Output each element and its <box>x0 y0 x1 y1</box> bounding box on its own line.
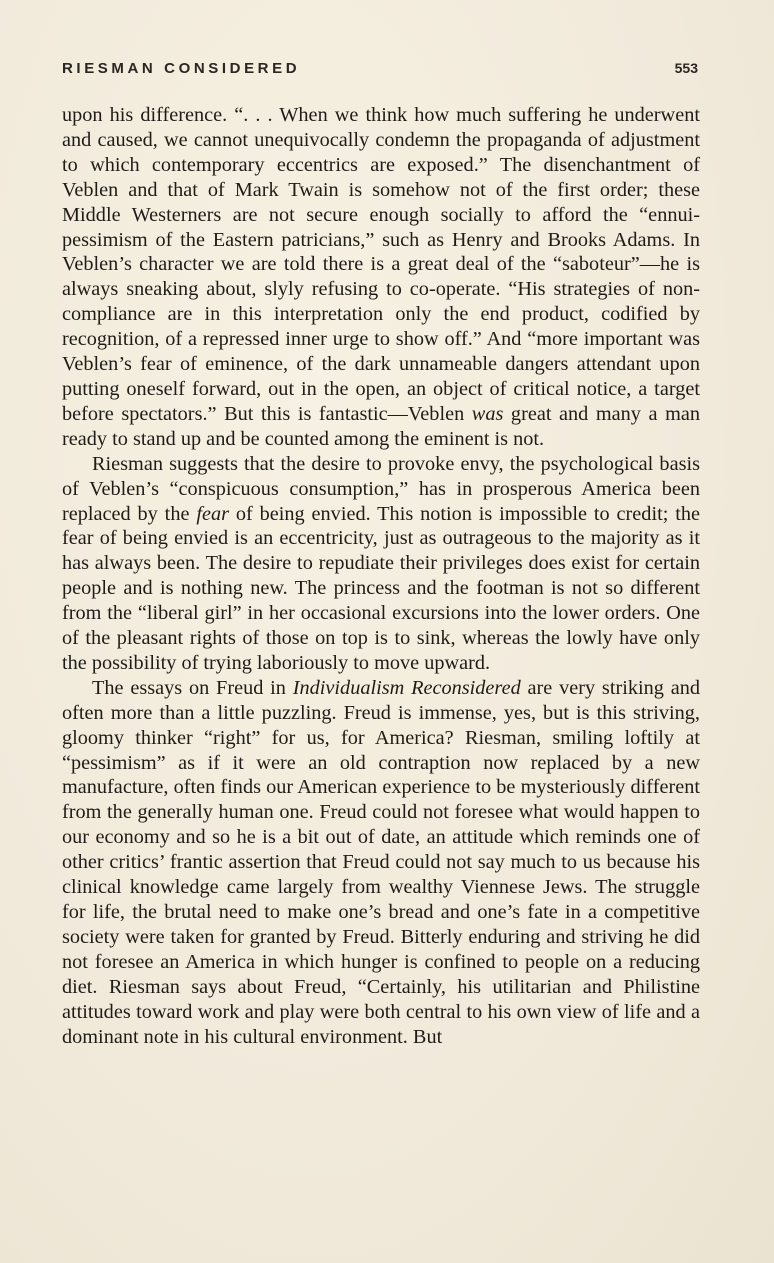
text-run: are very striking and often more than a little puzzling. Freud is immense, yes, but is this striving, gloomy thinker “right” for us, for America? Riesman, smiling loftily at “pessimism” as if it were an old contraption now replaced by a new manufacture, often finds our American experience to be mysteriously different from the generally human one. Freud could not foresee what would happen to our economy and so he is a bit out of date, an attitude which reminds one of other critics’ frantic assertion that Freud could not say much to us because his clinical knowledge came largely from wealthy Viennese Jews. The struggle for life, the brutal need to make one’s bread and one’s fate in a competitive society were taken for granted by Freud. Bitterly enduring and striving he did not foresee an America in which hunger is confined to people on a reducing diet. Riesman says about Freud, “Certainly, his utilitarian and Philistine attitudes toward work and play were both central to his own view of life and a dominant note in his cultural environment. But <box>62 676 700 1048</box>
paragraph-1 <box>62 103 700 452</box>
text-run: Riesman suggests that the desire to provoke envy, the psychological basis of Veblen’s “conspicuous consumption,” has in prosperous America been replaced by the <box>62 452 700 525</box>
page-number: 553 <box>674 60 698 76</box>
italic-run: Individualism Reconsidered <box>292 676 521 699</box>
running-title: RIESMAN CONSIDERED <box>62 60 301 77</box>
italic-run: was <box>471 402 504 425</box>
text-run: upon his difference. “. . . When we think how much suffering he underwent and caused, we cannot unequivocally condemn the propaganda of adjustment to which contemporary eccentrics are exposed.” The disenchantment of Veblen and that of Mark Twain is somehow not of the first order; these Middle Westerners are not secure enough socially to afford the “ennui-pessimism of the Eastern patricians,” such as Henry and Brooks Adams. In Veblen’s character we are told there is a great deal of the “saboteur”—he is always sneaking about, slyly refusing to co-operate. “His strategies of non-compliance are in this interpretation only the end product, codified by recognition, of a repressed inner urge to show off.” And “more important was Veblen’s fear of eminence, of the dark unnameable dangers attendant upon putting oneself forward, out in the open, an object of critical notice, a target before spectators.” But this is fantastic—Veblen <box>62 104 700 425</box>
text-run: of being envied. This notion is impossible to credit; the fear of being envied is an eccentricity, just as outrageous to the majority as it has always been. The desire to repudiate their privileges does exist for certain people and is nothing new. The princess and the footman is not so different from the “liberal girl” in her occasional excursions into the lower orders. One of the pleasant rights of those on top is to sink, whereas the lowly have only the possibility of trying laboriously to move upward. <box>62 502 700 674</box>
italic-run: fear <box>196 502 229 525</box>
text-run: The essays on Freud in <box>92 676 293 699</box>
running-head <box>62 60 698 77</box>
text-run: great and many a man ready to stand up and be counted among the eminent is not. <box>62 402 700 450</box>
body-text <box>62 103 700 1049</box>
paragraph-2 <box>62 452 700 676</box>
paragraph-3 <box>62 676 700 1050</box>
